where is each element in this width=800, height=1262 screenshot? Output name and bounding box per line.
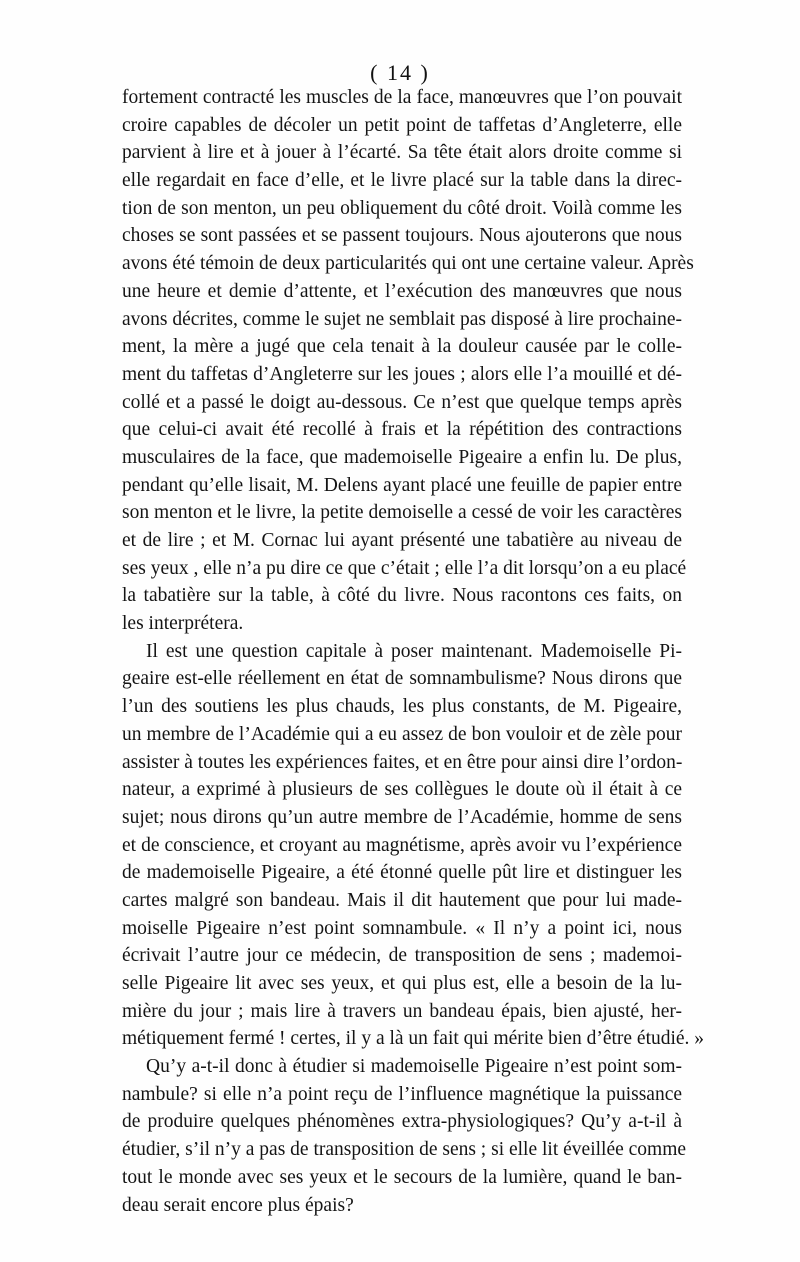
text-line: cartes malgré son bandeau. Mais il dit hautement que pour lui made- xyxy=(122,889,682,911)
text-line: pendant qu’elle lisait, M. Delens ayant placé une feuille de papier entre xyxy=(122,474,682,496)
paragraph-1 xyxy=(122,84,694,638)
text-line: avons été témoin de deux particularités qui ont une certaine valeur. Après xyxy=(122,253,694,275)
text-line: croire capables de décoler un petit point de taffetas d’Angleterre, elle xyxy=(122,114,682,136)
text-line: son menton et le livre, la petite demoiselle a cessé de voir les caractères xyxy=(122,502,682,524)
text-line: avons décrites, comme le sujet ne semblait pas disposé à lire prochaine- xyxy=(122,308,682,330)
text-line: Qu’y a-t-il donc à étudier si mademoiselle Pigeaire n’est point som- xyxy=(146,1056,682,1078)
text-line: nateur, a exprimé à plusieurs de ses collègues le doute où il était à ce xyxy=(122,779,682,801)
text-line: écrivait l’autre jour ce médecin, de transposition de sens ; mademoi- xyxy=(122,945,682,967)
text-line: étudier, s’il n’y a pas de transposition de sens ; si elle lit éveillée comme xyxy=(122,1139,687,1161)
text-line: de mademoiselle Pigeaire, a été étonné quelle pût lire et distinguer les xyxy=(122,862,682,884)
text-line: sujet; nous dirons qu’un autre membre de l’Académie, homme de sens xyxy=(122,806,682,828)
text-line: tion de son menton, un peu obliquement du côté droit. Voilà comme les xyxy=(122,197,682,219)
text-line: collé et a passé le doigt au-dessous. Ce n’est que quelque temps après xyxy=(122,391,682,413)
body-text xyxy=(122,84,705,1219)
text-line: elle regardait en face d’elle, et le livre placé sur la table dans la direc- xyxy=(122,170,682,192)
text-line: nambule? si elle n’a point reçu de l’influence magnétique la puissance xyxy=(122,1083,682,1105)
text-line: et de lire ; et M. Cornac lui ayant présenté une tabatière au niveau de xyxy=(122,530,682,551)
text-line: selle Pigeaire lit avec ses yeux, et qui plus est, elle a besoin de la lu- xyxy=(122,973,682,994)
text-line: assister à toutes les expériences faites, et en être pour ainsi dire l’ordon- xyxy=(122,751,683,773)
text-line: ses yeux , elle n’a pu dire ce que c’était ; elle l’a dit lorsqu’on a eu placé xyxy=(122,557,687,579)
text-line: Il est une question capitale à poser maintenant. Mademoiselle Pi- xyxy=(146,640,682,662)
text-line: la tabatière sur la table, à côté du livre. Nous racontons ces faits, on xyxy=(122,585,682,607)
text-line: moiselle Pigeaire n’est point somnambule. « Il n’y a point ici, nous xyxy=(122,917,682,939)
text-line: mière du jour ; mais lire à travers un bandeau épais, bien ajusté, her- xyxy=(122,1000,682,1022)
paragraph-3 xyxy=(122,1053,687,1219)
text-line: geaire est-elle réellement en état de somnambulisme? Nous dirons que xyxy=(122,668,682,690)
text-line: deau serait encore plus épais? xyxy=(122,1194,354,1216)
text-line: ment, la mère a jugé que cela tenait à la douleur causée par le colle- xyxy=(122,336,682,358)
text-line: parvient à lire et à jouer à l’écarté. Sa tête était alors droite comme si xyxy=(122,142,682,164)
text-line: musculaires de la face, que mademoiselle Pigeaire a enfin lu. De plus, xyxy=(122,446,682,468)
text-line: tout le monde avec ses yeux et le secours de la lumière, quand le ban- xyxy=(122,1166,682,1188)
text-line: un membre de l’Académie qui a eu assez de bon vouloir et de zèle pour xyxy=(122,723,682,745)
text-line: les interprétera. xyxy=(122,613,244,635)
page-number: ( 14 ) xyxy=(370,60,430,85)
text-line: fortement contracté les muscles de la face, manœuvres que l’on pouvait xyxy=(122,87,682,108)
text-line: une heure et demie d’attente, et l’exécution des manœuvres que nous xyxy=(122,280,682,302)
text-line: métiquement fermé ! certes, il y a là un fait qui mérite bien d’être étudié. » xyxy=(122,1028,705,1050)
text-line: que celui-ci avait été recollé à frais et la répétition des contractions xyxy=(122,419,682,441)
text-line: ment du taffetas d’Angleterre sur les joues ; alors elle l’a mouillé et dé- xyxy=(122,363,682,385)
paragraph-2 xyxy=(122,638,705,1053)
text-line: et de conscience, et croyant au magnétisme, après avoir vu l’expérience xyxy=(122,834,682,856)
text-line: de produire quelques phénomènes extra-physiologiques? Qu’y a-t-il à xyxy=(122,1111,682,1133)
text-line: choses se sont passées et se passent toujours. Nous ajouterons que nous xyxy=(122,225,682,247)
text-line: l’un des soutiens les plus chauds, les plus constants, de M. Pigeaire, xyxy=(122,696,682,718)
